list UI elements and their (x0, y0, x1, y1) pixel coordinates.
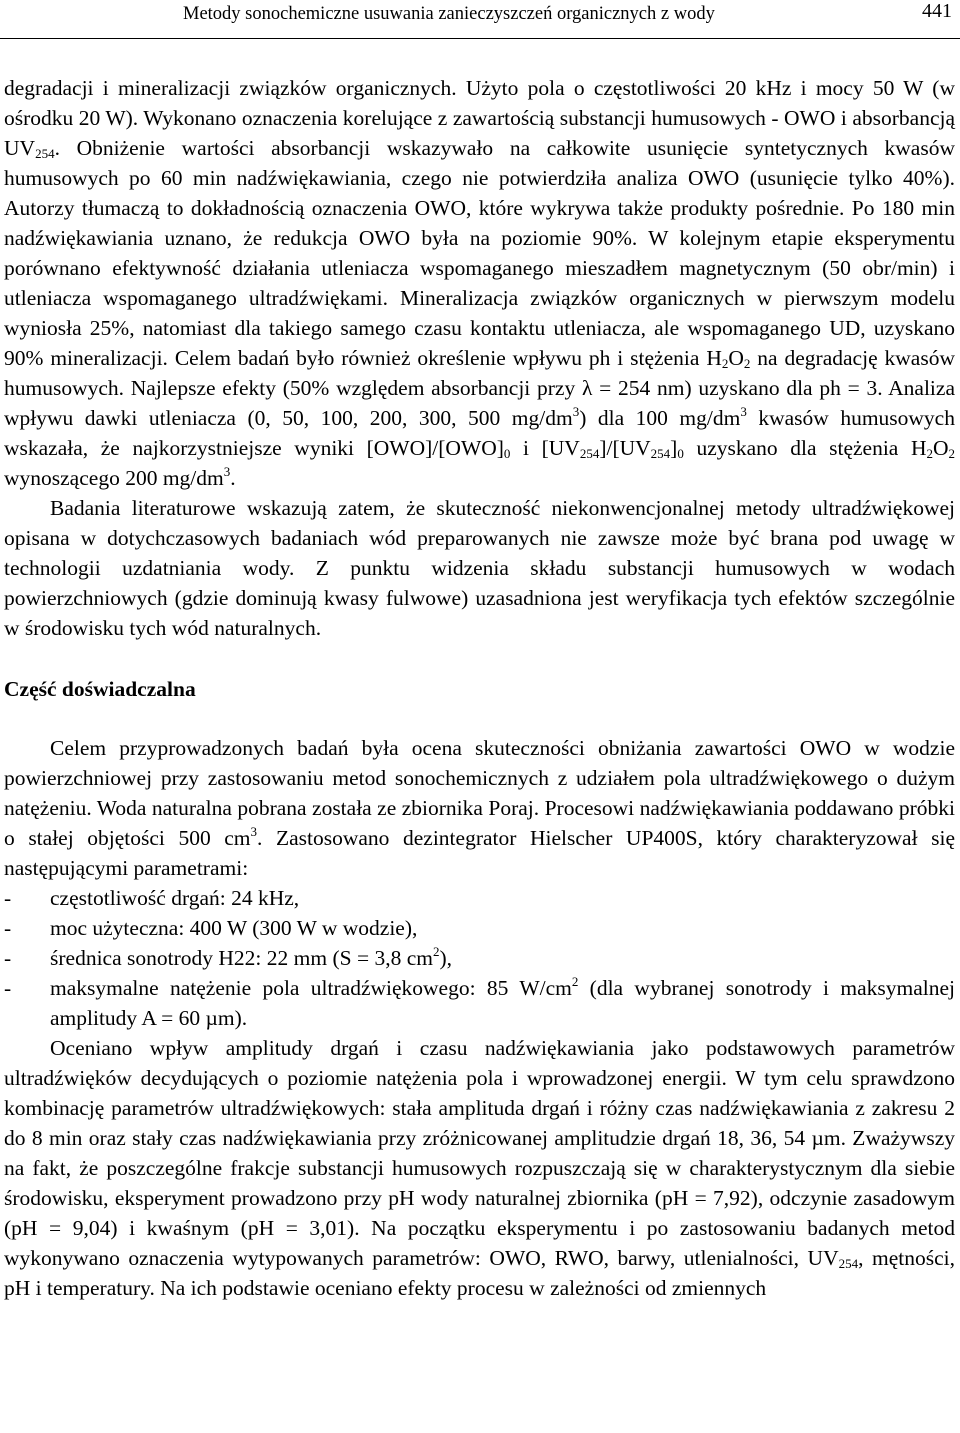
section-heading: Część doświadczalna (4, 677, 196, 701)
page-number: 441 (922, 0, 952, 22)
list-item: - średnica sonotrody H22: 22 mm (S = 3,8 $cm^2$), (4, 944, 453, 970)
parameter-list (4, 883, 955, 1033)
paragraph-2: Badania literaturowe wskazują zatem, że skuteczność niekonwencjonalnej metody ultradźwiękowej opisana w dotychczasowych badaniach wód preparowanych nie zawsze może być brana pod uwagę w technologii uzdatniania wody. Z punktu widzenia składu substancji humusowych w wodach powierzchniowych (gdzie dominują kwasy fulwowe) uzasadniona jest weryfikacja tych efektów szczególnie w środowisku tych wód naturalnych. (4, 496, 955, 640)
paragraph-1: degradacji i mineralizacji związków organicznych. Użyto pola o częstotliwości 20 kHz i mocy 50 W (w ośrodku 20 W). Wykonano oznaczenia korelujące z zawartością substancji humusowych - OWO i absorbancją $UV_{254}$. Obniżenie wartości absorbancji wskazywało na całkowite usunięcie syntetycznych kwasów humusowych po 60 min nadźwiękawiania, czego nie potwierdziła analiza OWO (usunięcie tylko 40%). Autorzy tłumaczą to dokładnością oznaczenia OWO, które wykrywa także produkty pośrednie. Po 180 min nadźwiękawiania uznano, że redukcja OWO była na poziomie 90%. W kolejnym etapie eksperymentu porównano efektywność działania utleniacza wspomaganego mieszadłem magnetycznym (50 obr/min) i utleniacza wspomaganego ultradźwiękami. Mineralizacja związków organicznych w pierwszym modelu wyniosła 25%, natomiast dla takiego samego czasu kontaktu utleniacza, ale wspomaganego UD, uzyskano 90% mineralizacji. Celem badań było również określenie wpływu ph i stężenia $H_2O_2$ na degradację kwasów humusowych. Najlepsze efekty (50% względem absorbancji przy λ = 254 nm) uzyskano dla ph = 3. Analiza wpływu dawki utleniacza (0, 50, 100, 200, 300, 500 $mg/dm^3$) dla 100 $mg/dm^3$ kwasów humusowych wskazała, że najkorzystniejsze wyniki $[OWO]/[OWO]_0$ i $[UV_{254}]/[UV_{254}]_0$ uzyskano dla stężenia $H_2O_2$ wynoszącego 200 $mg/dm^3$. (4, 76, 955, 490)
list-item: - maksymalne natężenie pola ultradźwiękowego: 85 $W/cm^2$ (dla wybranej sonotrody i maksymalnej amplitudy A = 60 µm). (4, 974, 955, 1030)
running-title: Metody sonochemiczne usuwania zanieczyszczeń organicznych z wody (183, 4, 715, 24)
page-body (4, 73, 955, 1303)
list-item: - częstotliwość drgań: 24 kHz, (4, 886, 300, 910)
running-header (0, 0, 960, 39)
paragraph-3: Celem przyprowadzonych badań była ocena skuteczności obniżania zawartości OWO w wodzie powierzchniowej przy zastosowaniu metod sonochemicznych z udziałem pola ultradźwiękowego o dużym natężeniu. Woda naturalna pobrana została ze zbiornika Poraj. Procesowi nadźwiękawiania poddawano próbki o stałej objętości 500 $cm^3$. Zastosowano dezintegrator Hielscher UP400S, który charakteryzował się następującymi parametrami: (4, 736, 955, 880)
paragraph-4: Oceniano wpływ amplitudy drgań i czasu nadźwiękawiania jako podstawowych parametrów ultradźwięków decydujących o poziomie natężenia pola i wprowadzonej energii. W tym celu sprawdzono kombinację parametrów ultradźwiękowych: stała amplituda drgań i różny czas nadźwiękawiania z zakresu 2 do 8 min oraz stały czas nadźwiękawiania przy zróżnicowanej amplitudzie drgań 18, 36, 54 µm. Zważywszy na fakt, że poszczególne frakcje substancji humusowych rozpuszczają się w charakterystycznym dla siebie środowisku, eksperyment prowadzono przy pH wody naturalnej zbiornika (pH = 7,92), odczynie zasadowym (pH = 9,04) i kwaśnym (pH = 3,01). Na początku eksperymentu i po zastosowaniu badanych metod wykonywano oznaczenia wytypowanych parametrów: OWO, RWO, barwy, utlenialności, $UV_{254}$, mętności, pH i temperatury. Na ich podstawie oceniano efekty procesu w zależności od zmiennych (4, 1036, 955, 1300)
list-item: - moc użyteczna: 400 W (300 W w wodzie), (4, 916, 418, 940)
